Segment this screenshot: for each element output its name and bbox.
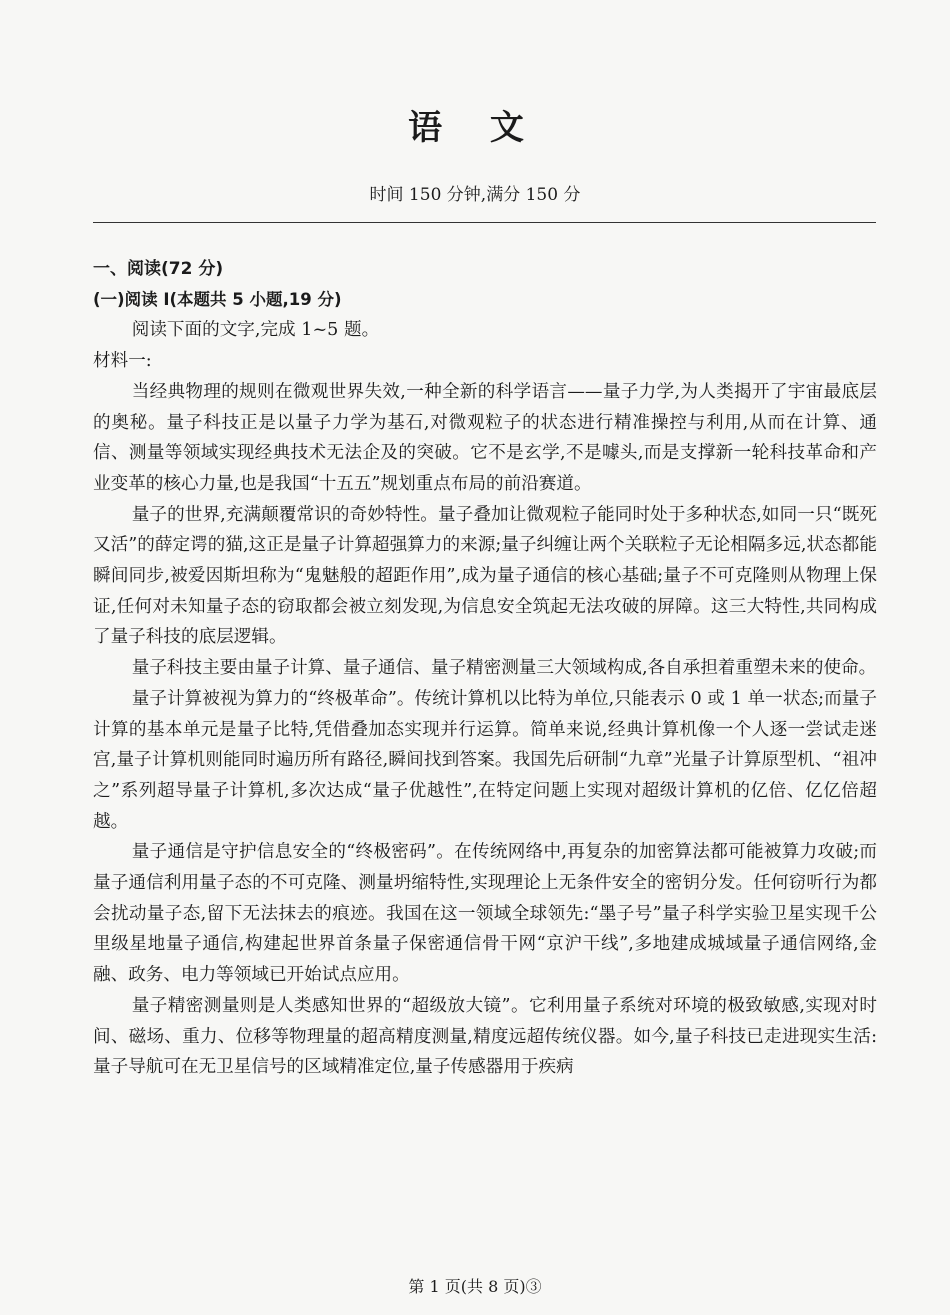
paragraph-4: 量子计算被视为算力的“终极革命”。传统计算机以比特为单位,只能表示 0 或 1 单一状态;而量子计算的基本单元是量子比特,凭借叠加态实现并行运算。简单来说,经典计算机像一个人逐一尝试走迷宫,量子计算机则能同时遍历所有路径,瞬间找到答案。我国先后研制“九章”光量子计算原型机、“祖冲之”系列超导量子计算机,多次达成“量子优越性”,在特定问题上实现对超级计算机的亿倍、亿亿倍超越。: [93, 688, 877, 832]
sub-section-heading: (一)阅读 I(本题共 5 小题,19 分): [93, 289, 342, 309]
page-footer: 第 1 页(共 8 页)③: [408, 1277, 542, 1296]
material-label: 材料一:: [93, 351, 152, 372]
paragraph-3: 量子科技主要由量子计算、量子通信、量子精密测量三大领域构成,各自承担着重塑未来的使命。: [131, 658, 877, 679]
header-divider: [93, 222, 876, 223]
paragraph-2: 量子的世界,充满颠覆常识的奇妙特性。量子叠加让微观粒子能同时处于多种状态,如同一只“既死又活”的薛定谔的猫,这正是量子计算超强算力的来源;量子纠缠让两个关联粒子无论相隔多远,状态都能瞬间同步,被爱因斯坦称为“鬼魅般的超距作用”,成为量子通信的核心基础;量子不可克隆则从物理上保证,任何对未知量子态的窃取都会被立刻发现,为信息安全筑起无法攻破的屏障。这三大特性,共同构成了量子科技的底层逻辑。: [93, 504, 877, 648]
exam-time-score: 时间 150 分钟,满分 150 分: [369, 185, 581, 205]
exam-title: 语 文: [408, 108, 542, 148]
instruction-text: 阅读下面的文字,完成 1~5 题。: [131, 320, 380, 341]
exam-content: [93, 254, 877, 1083]
section-heading: 一、阅读(72 分): [93, 259, 224, 279]
paragraph-1: 当经典物理的规则在微观世界失效,一种全新的科学语言——量子力学,为人类揭开了宇宙最底层的奥秘。量子科技正是以量子力学为基石,对微观粒子的状态进行精准操控与利用,从而在计算、通信、测量等领域实现经典技术无法企及的突破。它不是玄学,不是噱头,而是支撑新一轮科技革命和产业变革的核心力量,也是我国“十五五”规划重点布局的前沿赛道。: [93, 381, 877, 494]
paragraph-6: 量子精密测量则是人类感知世界的“超级放大镜”。它利用量子系统对环境的极致敏感,实现对时间、磁场、重力、位移等物理量的超高精度测量,精度远超传统仪器。如今,量子科技已走进现实生活:量子导航可在无卫星信号的区域精准定位,量子传感器用于疾病: [93, 995, 877, 1078]
paragraph-5: 量子通信是守护信息安全的“终极密码”。在传统网络中,再复杂的加密算法都可能被算力攻破;而量子通信利用量子态的不可克隆、测量坍缩特性,实现理论上无条件安全的密钥分发。任何窃听行为都会扰动量子态,留下无法抹去的痕迹。我国在这一领域全球领先:“墨子号”量子科学实验卫星实现千公里级星地量子通信,构建起世界首条量子保密通信骨干网“京沪干线”,多地建成城域量子通信网络,金融、政务、电力等领域已开始试点应用。: [93, 842, 877, 986]
